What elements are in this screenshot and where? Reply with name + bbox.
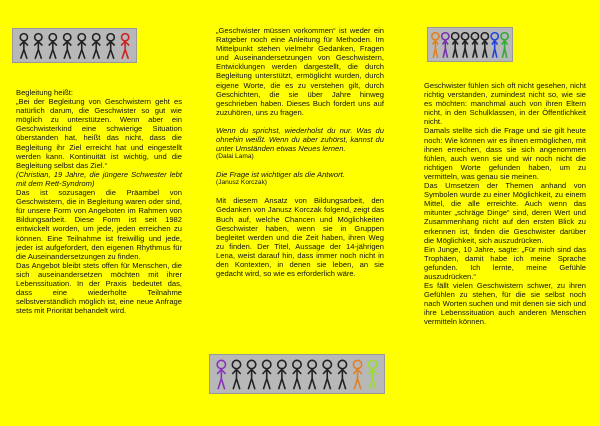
- stick-figure: [442, 33, 449, 58]
- stick-figure: [323, 360, 331, 389]
- stick-figures-icon: [210, 355, 384, 393]
- stick-figure: [501, 33, 508, 58]
- stick-figure: [481, 33, 488, 58]
- stick-figure: [471, 33, 478, 58]
- banner-right: [427, 27, 513, 62]
- paragraph: Es fällt vielen Geschwistern schwer, zu ihren Gefühlen zu stehen, für die sie selbst noch nach Worten suchen und mit denen sie sich und ihre Lebenssituation auch anderen Menschen vermitteln können.: [424, 281, 586, 327]
- quote-boy: Ein Junge, 10 Jahre, sagte: „Für mich sind das Trophäen, damit habe ich meine Sprache gefunden. Ich lernte, meine Gefühle auszudrücken.“: [424, 244, 586, 281]
- quote-dalai-lama: Wenn du sprichst, wiederholst du nur. Was du ohnehin weißt. Wenn du aber zuhörst, kannst du unter Umständen etwas Neues lernen.: [216, 125, 384, 154]
- quote-source: (Janusz Korczak): [216, 179, 267, 187]
- column-middle: [216, 26, 384, 278]
- stick-figure: [63, 34, 71, 59]
- stick-figure: [491, 33, 498, 58]
- paragraph: Das ist sozusagen die Präambel von Geschwistern, die in Begleitung waren oder sind, für unsere Form von Angeboten im Rahmen von Bildungsarbeit. Diese Form ist seit 1982 entwickelt worden, um jede, jeden erreichen zu können. Eine Teilnahme ist freiwillig und jede, jeder ist aufgefordert, den eigenen Rhythmus für die Auseinandersetzungen zu finden.: [16, 188, 182, 261]
- stick-figures-icon: [428, 28, 512, 61]
- stick-figure: [461, 33, 468, 58]
- paragraph: Geschwister fühlen sich oft nicht gesehen, nicht richtig verstanden, zumindest nicht so, wie sie es möchten: manchmal auch von ihren Eltern nicht, in den Schulklassen, in der Öffentlichkeit nicht.: [424, 81, 586, 127]
- stick-figure: [308, 360, 316, 389]
- paragraph: Das Umsetzen der Themen anhand von Symbolen wurde zu einer Möglichkeit, zu einem Mittel, die alle erreichte. Auch wenn das mitunter „schräge Dinge“ sind, deren Wert und Zusammenhang nicht auf den ersten Blick zu erkennen ist, finden die Geschwister darüber die Möglichkeit, sich auszudrücken.: [424, 181, 586, 245]
- stick-figure: [121, 34, 129, 59]
- stick-figure: [353, 360, 361, 389]
- banner-bottom: [209, 354, 385, 394]
- stick-figure: [20, 34, 28, 59]
- stick-figure: [107, 34, 115, 59]
- paragraph: Damals stellte sich die Frage und sie gilt heute noch: Wie können wir es ihnen ermöglichen, mit ihnen erreichen, dass sie sich angenommen fühlen, auch wenn sie und wir noch nicht die richtigen Worte gefunden haben, um zu vermitteln, was genau sie meinen.: [424, 126, 586, 181]
- stick-figure: [338, 360, 346, 389]
- quote-source: (Dalai Lama): [216, 153, 254, 161]
- stick-figure: [232, 360, 240, 389]
- paragraph: Mit diesem Ansatz von Bildungsarbeit, den Gedanken von Janusz Korczak folgend, zeigt das Buch auf, welche Chancen und Möglichkeiten Geschwister haben, wenn sie in Gruppen begleitet werden und die Zeit haben, ihren Weg zu finden. Der Titel, Aussage der 14-jährigen Lena, weist darauf hin, dass immer noch nicht in den Kontexten, in denen sie leben, an sie gedacht wird, so wie es erforderlich wäre.: [216, 196, 384, 279]
- quote-korczak: Die Frage ist wichtiger als die Antwort.: [216, 170, 345, 180]
- intro-heading: Begleitung heißt:: [16, 88, 73, 97]
- stick-figure: [278, 360, 286, 389]
- stick-figure: [247, 360, 255, 389]
- banner-left: [12, 28, 137, 63]
- column-right: [424, 81, 586, 327]
- paragraph: Das Angebot bleibt stets offen für Menschen, die sich auseinandersetzen möchten mit ihrer Lebenssituation. In der Praxis bedeutet das, dass eine wiederholte Teilnahme selbstverständlich möglich ist, eine neue Anfrage stets mit Priorität behandelt wird.: [16, 260, 182, 316]
- quote-christian: „Bei der Begleitung von Geschwistern geht es natürlich darum, die Geschwister so gut wie möglich zu unterstützen. Wenn aber ein Geschwisterkind eine schwierige Situation überstanden hat, heißt das nicht, dass die Begleitung ihr Ziel erreicht hat und eingestellt werden kann. Kontinuität ist wichtig, und die Begleitung selbst das Ziel.“: [16, 97, 182, 170]
- column-left: [16, 88, 182, 315]
- stick-figure: [34, 34, 42, 59]
- stick-figure: [293, 360, 301, 389]
- stick-figure: [92, 34, 100, 59]
- stick-figure: [49, 34, 57, 59]
- stick-figure: [78, 34, 86, 59]
- stick-figure: [263, 360, 271, 389]
- stick-figures-icon: [13, 29, 136, 62]
- paragraph: „Geschwister müssen vorkommen“ ist weder ein Ratgeber noch eine Anleitung für Methoden. Im Mittelpunkt stehen vielmehr Gedanken, Fragen und Auseinandersetzungen von Geschwistern, Entwicklungen werden dargestellt, die durch Begleitung unterstützt, ermöglicht wurden, durch eigene Worte, die es zu verstehen gilt, durch Geschichten, die sie über Jahre hinweg geschrieben haben. Dieses Buch fordert uns auf zuzuhören, uns zu fragen.: [216, 26, 384, 117]
- stick-figure: [432, 33, 439, 58]
- stick-figure: [368, 360, 376, 389]
- quote-source: (Christian, 19 Jahre, die jüngere Schwester lebt mit dem Rett-Syndrom): [16, 169, 182, 188]
- stick-figure: [217, 360, 225, 389]
- stick-figure: [452, 33, 459, 58]
